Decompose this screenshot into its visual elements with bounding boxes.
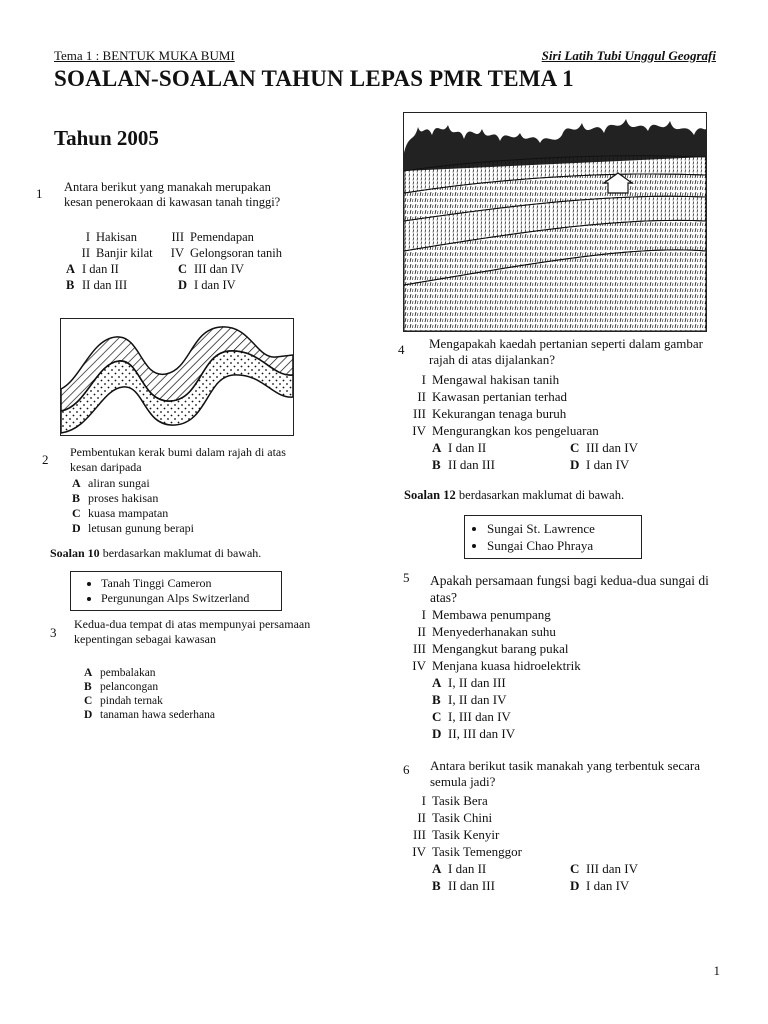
q4-option-letter: C (570, 440, 580, 455)
q5-option-letter: B (432, 692, 441, 707)
q4-statement-num: III (413, 406, 426, 421)
q6-option-text: II dan III (448, 878, 495, 893)
q4-option-text: III dan IV (586, 440, 638, 455)
q1-number: 1 (36, 186, 43, 201)
q4-statement-num: I (421, 372, 426, 387)
q5-statement-4 (400, 658, 581, 673)
q6-statement-1 (400, 793, 488, 808)
q6-option-letter: D (570, 878, 580, 893)
q2-option-letter: D (72, 521, 81, 535)
q5-option-text: I, II dan III (448, 675, 506, 690)
soalan12-lead: Soalan 12 (404, 488, 456, 502)
q3-option-text: tanaman hawa sederhana (100, 709, 215, 721)
q4-statement-4 (400, 423, 599, 438)
soalan12-box (464, 515, 642, 559)
q1-option-text: I dan IV (194, 278, 236, 292)
soalan10-lead: Soalan 10 (50, 546, 100, 560)
q1-statement-num: II (81, 246, 90, 260)
q6-statement-text: Tasik Temenggor (432, 844, 523, 859)
q4-statement-1 (400, 372, 559, 387)
q6-text: Antara berikut tasik manakah yang terbentuk secara semula jadi? (430, 758, 700, 789)
terrace-illustration-svg (404, 113, 706, 331)
q4-option-a (432, 440, 486, 455)
q4-option-letter: B (432, 457, 441, 472)
q6-statement-text: Tasik Bera (432, 793, 488, 808)
q6-statement-num: I (421, 793, 426, 808)
q5-statement-num: I (421, 607, 426, 622)
q3-option-letter: B (84, 681, 92, 693)
q4-statement-text: Kawasan pertanian terhad (432, 389, 567, 404)
q1-option-d (178, 278, 236, 293)
q3-option-text: pelancongan (100, 681, 159, 693)
q3-option-text: pembalakan (100, 667, 156, 679)
q4-option-text: II dan III (448, 457, 495, 472)
q5-statement-text: Membawa penumpang (432, 607, 551, 622)
q6-option-text: I dan IV (586, 878, 630, 893)
q2-option-b (72, 491, 158, 506)
q6-option-letter: A (432, 861, 442, 876)
q5-option-c (432, 709, 511, 724)
q5-option-text: II, III dan IV (448, 726, 516, 741)
q5-option-d (432, 726, 515, 741)
q6-option-d (570, 878, 629, 893)
q6-statement-num: IV (412, 844, 426, 859)
q4-option-letter: A (432, 440, 442, 455)
q5-statement-num: III (413, 641, 426, 656)
q2-option-letter: B (72, 491, 81, 505)
q6-statement-text: Tasik Chini (432, 810, 493, 825)
q6-statement-3 (400, 827, 499, 842)
soalan10-rest: berdasarkan maklumat di bawah. (99, 546, 262, 560)
q6-option-b (432, 878, 495, 893)
q6-statement-text: Tasik Kenyir (432, 827, 500, 842)
q2-option-text: aliran sungai (88, 476, 150, 490)
q6-statement-2 (400, 810, 492, 825)
q4-option-d (570, 457, 629, 472)
q1-statement-text: Gelongsoran tanih (190, 246, 282, 260)
soalan10-box (70, 571, 282, 611)
page-title: SOALAN-SOALAN TAHUN LEPAS PMR TEMA 1 (54, 66, 574, 91)
q1-statement-2 (64, 246, 153, 261)
q1-option-b (66, 278, 127, 293)
q6-statement-4 (400, 844, 522, 859)
q1-statement-text: Banjir kilat (96, 246, 153, 260)
soalan12-item: • Sungai Chao Phraya (487, 537, 641, 554)
fold-diagram-svg (61, 319, 293, 435)
q6-option-c (570, 861, 638, 876)
q4-option-b (432, 457, 495, 472)
q4-statement-text: Kekurangan tenaga buruh (432, 406, 567, 421)
q5-statement-text: Mengangkut barang pukal (432, 641, 569, 656)
page-number: 1 (713, 963, 720, 978)
q6-option-letter: B (432, 878, 441, 893)
q6-statement-num: II (417, 810, 426, 825)
q3-option-a (84, 666, 156, 680)
q5-statement-3 (400, 641, 568, 656)
soalan12-intro (404, 488, 624, 503)
year-heading: Tahun 2005 (54, 126, 159, 150)
q5-statement-text: Menjana kuasa hidroelektrik (432, 658, 581, 673)
q1-option-letter: D (178, 278, 188, 292)
q1-statement-3 (158, 230, 254, 245)
q6-option-text: I dan II (448, 861, 487, 876)
q1-option-text: II dan III (82, 278, 128, 292)
soalan10-intro (50, 546, 261, 561)
terrace-farming-illustration (403, 112, 707, 332)
q1-statement-text: Hakisan (96, 230, 137, 244)
q2-option-letter: C (72, 506, 81, 520)
soalan12-rest: berdasarkan maklumat di bawah. (455, 488, 625, 502)
q2-option-text: proses hakisan (88, 491, 159, 505)
q1-statement-num: IV (170, 246, 184, 260)
q1-option-text: I dan II (82, 262, 119, 276)
q3-option-letter: D (84, 709, 93, 721)
q3-option-letter: A (84, 667, 93, 679)
q5-statement-2 (400, 624, 556, 639)
q4-statement-2 (400, 389, 567, 404)
fold-diagram (60, 318, 294, 436)
header-left: Tema 1 : BENTUK MUKA BUMI (54, 48, 235, 63)
q4-statement-3 (400, 406, 566, 421)
q1-statement-num: I (85, 230, 90, 244)
q2-option-a (72, 476, 150, 491)
q1-option-letter: B (66, 278, 75, 292)
q6-number: 6 (403, 762, 410, 777)
q1-option-a (66, 262, 119, 277)
q3-option-letter: C (84, 695, 93, 707)
q3-option-d (84, 708, 215, 722)
q4-statement-num: II (417, 389, 426, 404)
q5-option-text: I, II dan IV (448, 692, 507, 707)
soalan12-item: • Sungai St. Lawrence (487, 520, 641, 537)
q4-option-letter: D (570, 457, 580, 472)
q4-option-text: I dan II (448, 440, 487, 455)
q3-number: 3 (50, 625, 57, 640)
q5-statement-text: Menyederhanakan suhu (432, 624, 556, 639)
q1-option-text: III dan IV (194, 262, 244, 276)
q5-option-b (432, 692, 506, 707)
q1-option-letter: A (66, 262, 76, 276)
q4-statement-num: IV (412, 423, 426, 438)
q4-option-text: I dan IV (586, 457, 630, 472)
q3-option-b (84, 680, 158, 694)
q5-option-letter: A (432, 675, 442, 690)
q5-option-text: I, III dan IV (448, 709, 511, 724)
soalan10-item: • Tanah Tinggi Cameron (101, 576, 281, 591)
q3-text: Kedua-dua tempat di atas mempunyai persamaan kepentingan sebagai kawasan (74, 617, 311, 646)
q2-option-text: kuasa mampatan (88, 506, 169, 520)
q5-text: Apakah persamaan fungsi bagi kedua-dua sungai di atas? (430, 573, 709, 605)
q6-option-text: III dan IV (586, 861, 638, 876)
q5-statement-num: II (417, 624, 426, 639)
q4-number: 4 (398, 342, 405, 357)
q2-number: 2 (42, 452, 49, 467)
header-right: Siri Latih Tubi Unggul Geografi (541, 48, 716, 63)
q2-option-d (72, 521, 194, 536)
q5-statement-num: IV (412, 658, 426, 673)
q4-text: Mengapakah kaedah pertanian seperti dalam gambar rajah di atas dijalankan? (429, 336, 703, 367)
q5-option-letter: C (432, 709, 442, 724)
q6-option-a (432, 861, 486, 876)
q1-statement-1 (64, 230, 137, 245)
q1-statement-num: III (171, 230, 184, 244)
q5-number: 5 (403, 570, 410, 585)
q1-statement-4 (158, 246, 282, 261)
q3-option-c (84, 694, 163, 708)
q2-option-text: letusan gunung berapi (88, 521, 194, 535)
q6-statement-num: III (413, 827, 426, 842)
q5-option-letter: D (432, 726, 442, 741)
q5-option-a (432, 675, 506, 690)
q4-statement-text: Mengurangkan kos pengeluaran (432, 423, 599, 438)
q5-statement-1 (400, 607, 551, 622)
q2-option-c (72, 506, 168, 521)
soalan10-item: • Pergunungan Alps Switzerland (101, 591, 281, 606)
q4-option-c (570, 440, 638, 455)
q4-statement-text: Mengawal hakisan tanih (432, 372, 560, 387)
q2-text: Pembentukan kerak bumi dalam rajah di atas kesan daripada (70, 445, 286, 474)
q2-option-letter: A (72, 476, 81, 490)
q1-statement-text: Pemendapan (190, 230, 254, 244)
q1-option-letter: C (178, 262, 188, 276)
q6-option-letter: C (570, 861, 580, 876)
q1-option-c (178, 262, 244, 277)
q1-text: Antara berikut yang manakah merupakan kesan penerokaan di kawasan tanah tinggi? (64, 180, 281, 209)
q3-option-text: pindah ternak (100, 695, 163, 707)
